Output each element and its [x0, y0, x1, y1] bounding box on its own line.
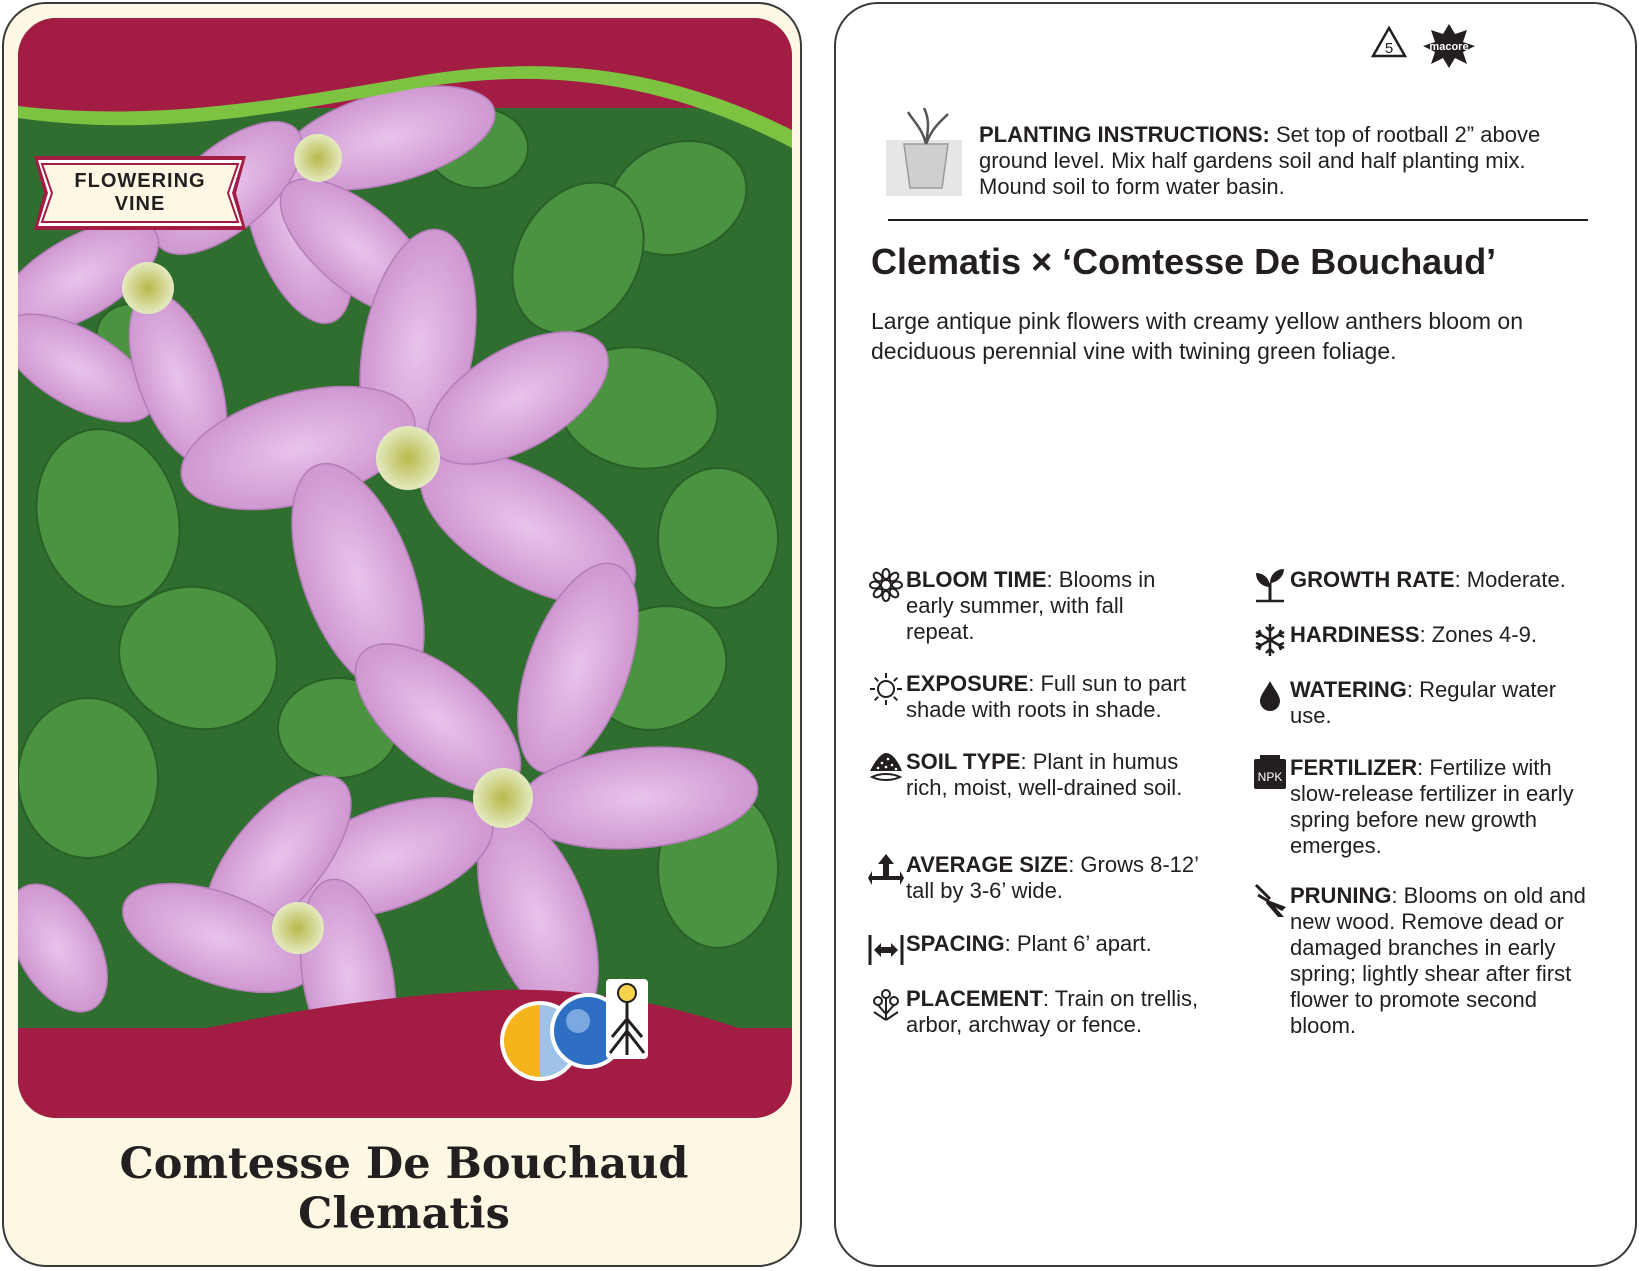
water-drop-icon — [1252, 677, 1288, 713]
macore-brand: macore — [1429, 41, 1469, 53]
pruner-icon — [1252, 883, 1288, 919]
macore-logo — [1423, 24, 1475, 68]
attr-label: PLACEMENT — [906, 986, 1043, 1011]
sun-water-icons — [494, 979, 654, 1089]
spacing-icon — [868, 931, 904, 967]
attr-value: : Plant in humus rich, moist, well-drained soil. — [906, 749, 1183, 800]
common-name: Comtesse De Bouchaud — [119, 1139, 689, 1189]
attr-label: SPACING — [906, 931, 1005, 956]
back-card — [834, 2, 1637, 1267]
badge-line-2: VINE — [114, 193, 166, 215]
attr-value: : Fertilize with slow-release fertilizer in early spring before new growth emerges. — [1290, 755, 1574, 858]
size-icon — [868, 852, 904, 888]
attr-label: FERTILIZER — [1290, 755, 1418, 780]
sun-icon — [868, 671, 904, 707]
recycle-number: 5 — [1384, 40, 1394, 57]
logos — [1371, 22, 1481, 68]
badge-line-1: FLOWERING — [74, 170, 206, 192]
genus-name: Clematis — [298, 1189, 510, 1239]
planting-instructions — [979, 122, 1589, 200]
attr-value: : Train on trellis, arbor, archway or fence. — [906, 986, 1199, 1037]
front-card — [2, 2, 802, 1267]
attr-value: : Full sun to part shade with roots in shade. — [906, 671, 1187, 722]
attr-value: : Blooms in early summer, with fall repeat. — [906, 567, 1156, 644]
attr-label: SOIL TYPE — [906, 749, 1021, 774]
attr-label: PRUNING — [1290, 883, 1392, 908]
attr-label: WATERING — [1290, 677, 1407, 702]
attr-label: HARDINESS — [1290, 622, 1420, 647]
attr-value: : Regular water use. — [1290, 677, 1557, 728]
category-badge — [34, 156, 246, 230]
planting-body: Set top of rootball 2” above ground level. Mix half gardens soil and half planting mix. Mound soil to form water basin. — [979, 122, 1541, 199]
npk-badge-text: NPK — [1257, 770, 1283, 784]
attr-label: BLOOM TIME — [906, 567, 1047, 592]
front-title — [4, 1139, 802, 1239]
attr-label: AVERAGE SIZE — [906, 852, 1069, 877]
planting-label: PLANTING INSTRUCTIONS: — [979, 122, 1270, 147]
flower-icon — [868, 567, 904, 603]
attr-label: EXPOSURE — [906, 671, 1029, 696]
planting-pot-icon — [886, 108, 962, 196]
attr-value: : Plant 6’ apart. — [1004, 931, 1152, 956]
attr-value: : Moderate. — [1454, 567, 1566, 592]
scientific-name: Clematis × ‘Comtesse De Bouchaud’ — [871, 241, 1497, 282]
snowflake-icon — [1252, 622, 1288, 658]
recycle-icon — [1373, 28, 1405, 57]
soil-icon — [868, 749, 904, 785]
attr-value: : Blooms on old and new wood. Remove dead or damaged branches in early spring; lightly shear after first flower to promote second bloom. — [1290, 883, 1586, 1038]
plant-description: Large antique pink flowers with creamy yellow anthers bloom on deciduous perennial vine with twining green foliage. — [871, 308, 1523, 364]
attr-value: : Grows 8-12’ tall by 3-6’ wide. — [906, 852, 1199, 903]
placement-icon — [868, 986, 904, 1022]
divider — [888, 219, 1588, 221]
attr-value: : Zones 4-9. — [1419, 622, 1537, 647]
npk-icon — [1252, 755, 1288, 791]
attr-label: GROWTH RATE — [1290, 567, 1455, 592]
sprout-icon — [1252, 567, 1288, 603]
